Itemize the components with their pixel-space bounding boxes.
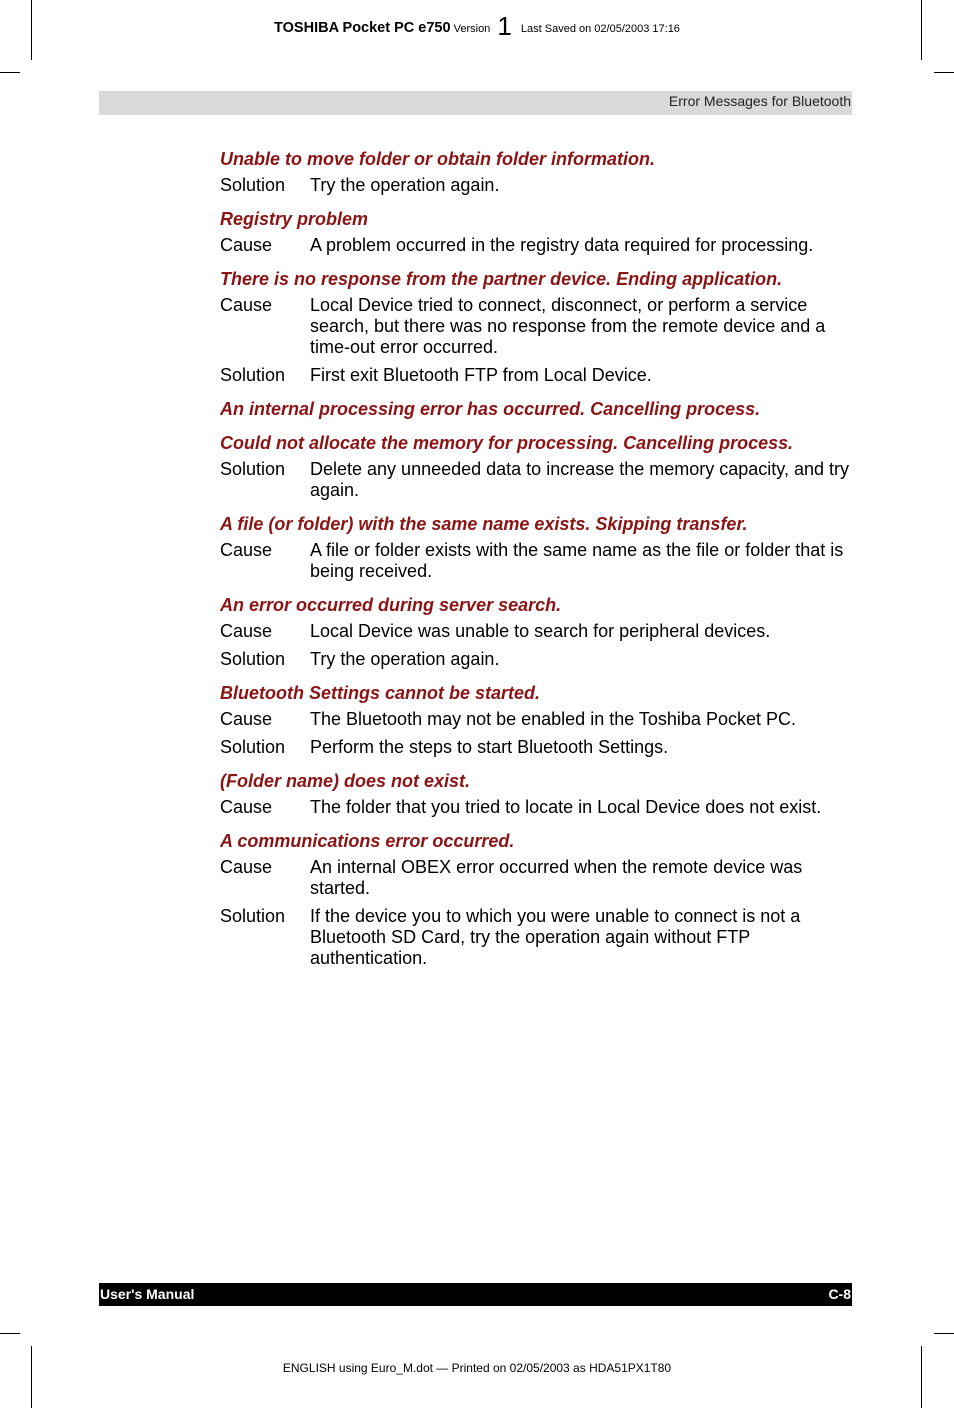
error-title: A file (or folder) with the same name exists. Skipping transfer.	[220, 514, 748, 534]
detail-text: Perform the steps to start Bluetooth Settings.	[310, 737, 669, 757]
error-entry	[220, 682, 852, 758]
error-detail-row	[220, 459, 852, 501]
product-name: TOSHIBA Pocket PC e750	[274, 20, 451, 36]
detail-text: Delete any unneeded data to increase the memory capacity, and try again.	[310, 459, 849, 500]
detail-text: An internal OBEX error occurred when the remote device was started.	[310, 857, 803, 898]
print-info: ENGLISH using Euro_M.dot — Printed on 02/05/2003 as HDA51PX1T80	[282, 1361, 672, 1375]
error-detail-row	[220, 709, 852, 730]
error-title: There is no response from the partner device. Ending application.	[220, 269, 783, 289]
detail-label: Solution	[220, 365, 286, 385]
error-title: Could not allocate the memory for processing. Cancelling process.	[220, 433, 794, 453]
error-entry	[220, 513, 852, 582]
error-detail-row	[220, 737, 852, 758]
error-detail-row	[220, 797, 852, 818]
detail-text: A file or folder exists with the same name as the file or folder that is being received.	[310, 540, 844, 581]
detail-label: Solution	[220, 175, 286, 195]
section-title: Error Messages for Bluetooth	[668, 93, 851, 109]
error-title: An error occurred during server search.	[220, 595, 562, 615]
crop-mark	[934, 1333, 954, 1334]
document-header	[0, 11, 954, 42]
detail-label: Cause	[220, 709, 273, 729]
error-entry	[220, 830, 852, 969]
detail-label: Solution	[220, 906, 286, 926]
detail-label: Cause	[220, 295, 273, 315]
error-entry	[220, 148, 852, 196]
detail-text: Try the operation again.	[310, 175, 500, 195]
detail-text: The Bluetooth may not be enabled in the Toshiba Pocket PC.	[310, 709, 796, 729]
detail-label: Cause	[220, 857, 273, 877]
detail-label: Solution	[220, 649, 286, 669]
error-entry	[220, 770, 852, 818]
error-detail-row	[220, 621, 852, 642]
error-title: A communications error occurred.	[220, 831, 515, 851]
error-entry	[220, 594, 852, 670]
crop-mark	[0, 72, 20, 73]
detail-text: Local Device tried to connect, disconnect, or perform a service search, but there was no response from the remote device and a time-out error occurred.	[310, 295, 826, 357]
crop-mark	[0, 1333, 20, 1334]
detail-text: First exit Bluetooth FTP from Local Device.	[310, 365, 652, 385]
footer-manual-label: User's Manual	[100, 1286, 195, 1302]
error-detail-row	[220, 649, 852, 670]
error-entry	[220, 268, 852, 386]
error-detail-row	[220, 365, 852, 386]
detail-label: Solution	[220, 737, 286, 757]
version-number: 1	[497, 11, 512, 41]
error-entry	[220, 398, 852, 420]
error-entry	[220, 432, 852, 501]
last-saved: Last Saved on 02/05/2003 17:16	[520, 23, 680, 35]
error-entry	[220, 208, 852, 256]
detail-text: Try the operation again.	[310, 649, 500, 669]
error-detail-row	[220, 235, 852, 256]
detail-text: The folder that you tried to locate in Local Device does not exist.	[310, 797, 822, 817]
error-detail-row	[220, 295, 852, 358]
error-title: Unable to move folder or obtain folder information.	[220, 149, 656, 169]
detail-label: Cause	[220, 621, 273, 641]
error-title: (Folder name) does not exist.	[220, 771, 471, 791]
detail-text: If the device you to which you were unable to connect is not a Bluetooth SD Card, try the operation again without FTP authentication.	[310, 906, 801, 968]
detail-label: Cause	[220, 540, 273, 560]
section-header-bar	[99, 91, 852, 115]
detail-label: Cause	[220, 797, 273, 817]
error-title: An internal processing error has occurred. Cancelling process.	[220, 399, 761, 419]
detail-text: A problem occurred in the registry data required for processing.	[310, 235, 814, 255]
crop-mark	[31, 1346, 32, 1408]
error-title: Registry problem	[220, 209, 369, 229]
error-title: Bluetooth Settings cannot be started.	[220, 683, 541, 703]
page-number: C-8	[828, 1286, 851, 1302]
error-message-list	[220, 148, 852, 981]
detail-label: Cause	[220, 235, 273, 255]
error-detail-row	[220, 857, 852, 899]
detail-label: Solution	[220, 459, 286, 479]
footer-bar	[99, 1283, 852, 1306]
version-label: Version	[453, 23, 491, 35]
error-detail-row	[220, 175, 852, 196]
error-detail-row	[220, 540, 852, 582]
crop-mark	[934, 72, 954, 73]
error-detail-row	[220, 906, 852, 969]
crop-mark	[921, 1346, 922, 1408]
detail-text: Local Device was unable to search for peripheral devices.	[310, 621, 771, 641]
